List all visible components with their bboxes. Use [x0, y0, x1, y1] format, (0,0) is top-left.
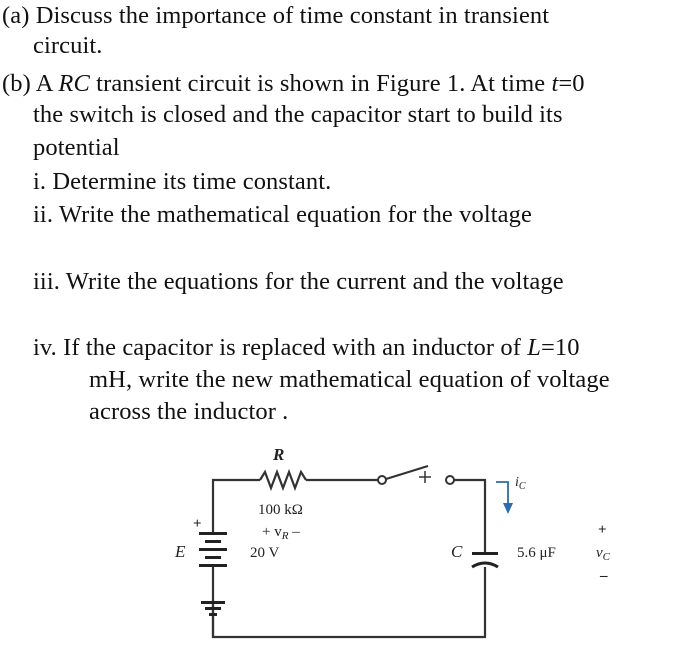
capacitor-label: C — [451, 542, 463, 561]
ground-symbol — [201, 601, 225, 616]
item-i: i. Determine its time constant. — [33, 168, 332, 195]
capacitor-plate-bottom — [472, 563, 498, 567]
part-b-line-1-pre: (b) A — [2, 70, 59, 97]
vc-minus: – — [600, 568, 608, 584]
ground-bar-3 — [209, 613, 217, 616]
vc-label — [596, 545, 611, 563]
item-iv-line-2: mH, write the new mathematical equation of voltage — [89, 366, 610, 393]
item-ii: ii. Write the mathematical equation for the voltage — [33, 201, 532, 228]
part-b-line-1-mid: transient circuit is shown in Figure 1. At time — [89, 70, 552, 97]
ic-label — [515, 475, 526, 492]
switch-arrow-icon — [419, 471, 431, 483]
part-b-line-3: potential — [33, 134, 120, 161]
vr-plus-v: + v — [262, 524, 282, 540]
vr-label — [262, 524, 300, 542]
part-a-line-2: circuit. — [33, 32, 103, 59]
battery-plate-long — [199, 532, 227, 535]
part-a-line-1: (a) Discuss the importance of time constant in transient — [2, 2, 550, 29]
part-b-line-2: the switch is closed and the capacitor start to build its — [33, 101, 563, 128]
item-iii: iii. Write the equations for the current and the voltage — [33, 268, 564, 295]
item-iv-line-3: across the inductor . — [89, 398, 289, 425]
switch-contact-left — [378, 476, 386, 484]
ground-bar-2 — [205, 607, 221, 610]
rc-symbol: RC — [58, 70, 90, 97]
capacitor-symbol — [472, 552, 498, 567]
battery-plate-short-2 — [205, 556, 221, 559]
ic-i: i — [515, 475, 519, 490]
capacitor-value: 5.6 μF — [517, 545, 556, 561]
resistor-label: R — [273, 445, 285, 464]
switch-contact-right — [446, 476, 454, 484]
item-iv-line-1-end: =10 — [540, 334, 580, 361]
vc-sub: C — [602, 551, 611, 563]
wire-bottom — [213, 565, 485, 637]
resistor-value: 100 kΩ — [258, 502, 303, 518]
vr-sub: R — [281, 530, 289, 542]
ic-sub: C — [518, 481, 526, 492]
source-label: E — [175, 542, 186, 561]
battery-plate-long-3 — [199, 564, 227, 567]
vc-plus: + — [598, 522, 607, 538]
source-value: 20 V — [250, 545, 280, 561]
resistor-symbol — [260, 472, 306, 488]
time-symbol: t — [551, 70, 559, 97]
battery-symbol — [199, 532, 227, 567]
item-iv-line-1-pre: iv. If the capacitor is replaced with an inductor of — [33, 334, 528, 361]
source-plus: + — [193, 516, 202, 532]
inductor-symbol: L — [527, 334, 541, 361]
wire-left-top — [213, 480, 260, 533]
part-b-line-1-end: =0 — [558, 70, 585, 97]
vc-v: v — [596, 545, 603, 561]
capacitor-plate-top — [472, 552, 498, 555]
battery-plate-short — [205, 540, 221, 543]
battery-plate-long-2 — [199, 548, 227, 551]
ground-bar-1 — [201, 601, 225, 604]
current-arrow-icon — [496, 482, 513, 514]
vr-minus: – — [288, 524, 300, 540]
